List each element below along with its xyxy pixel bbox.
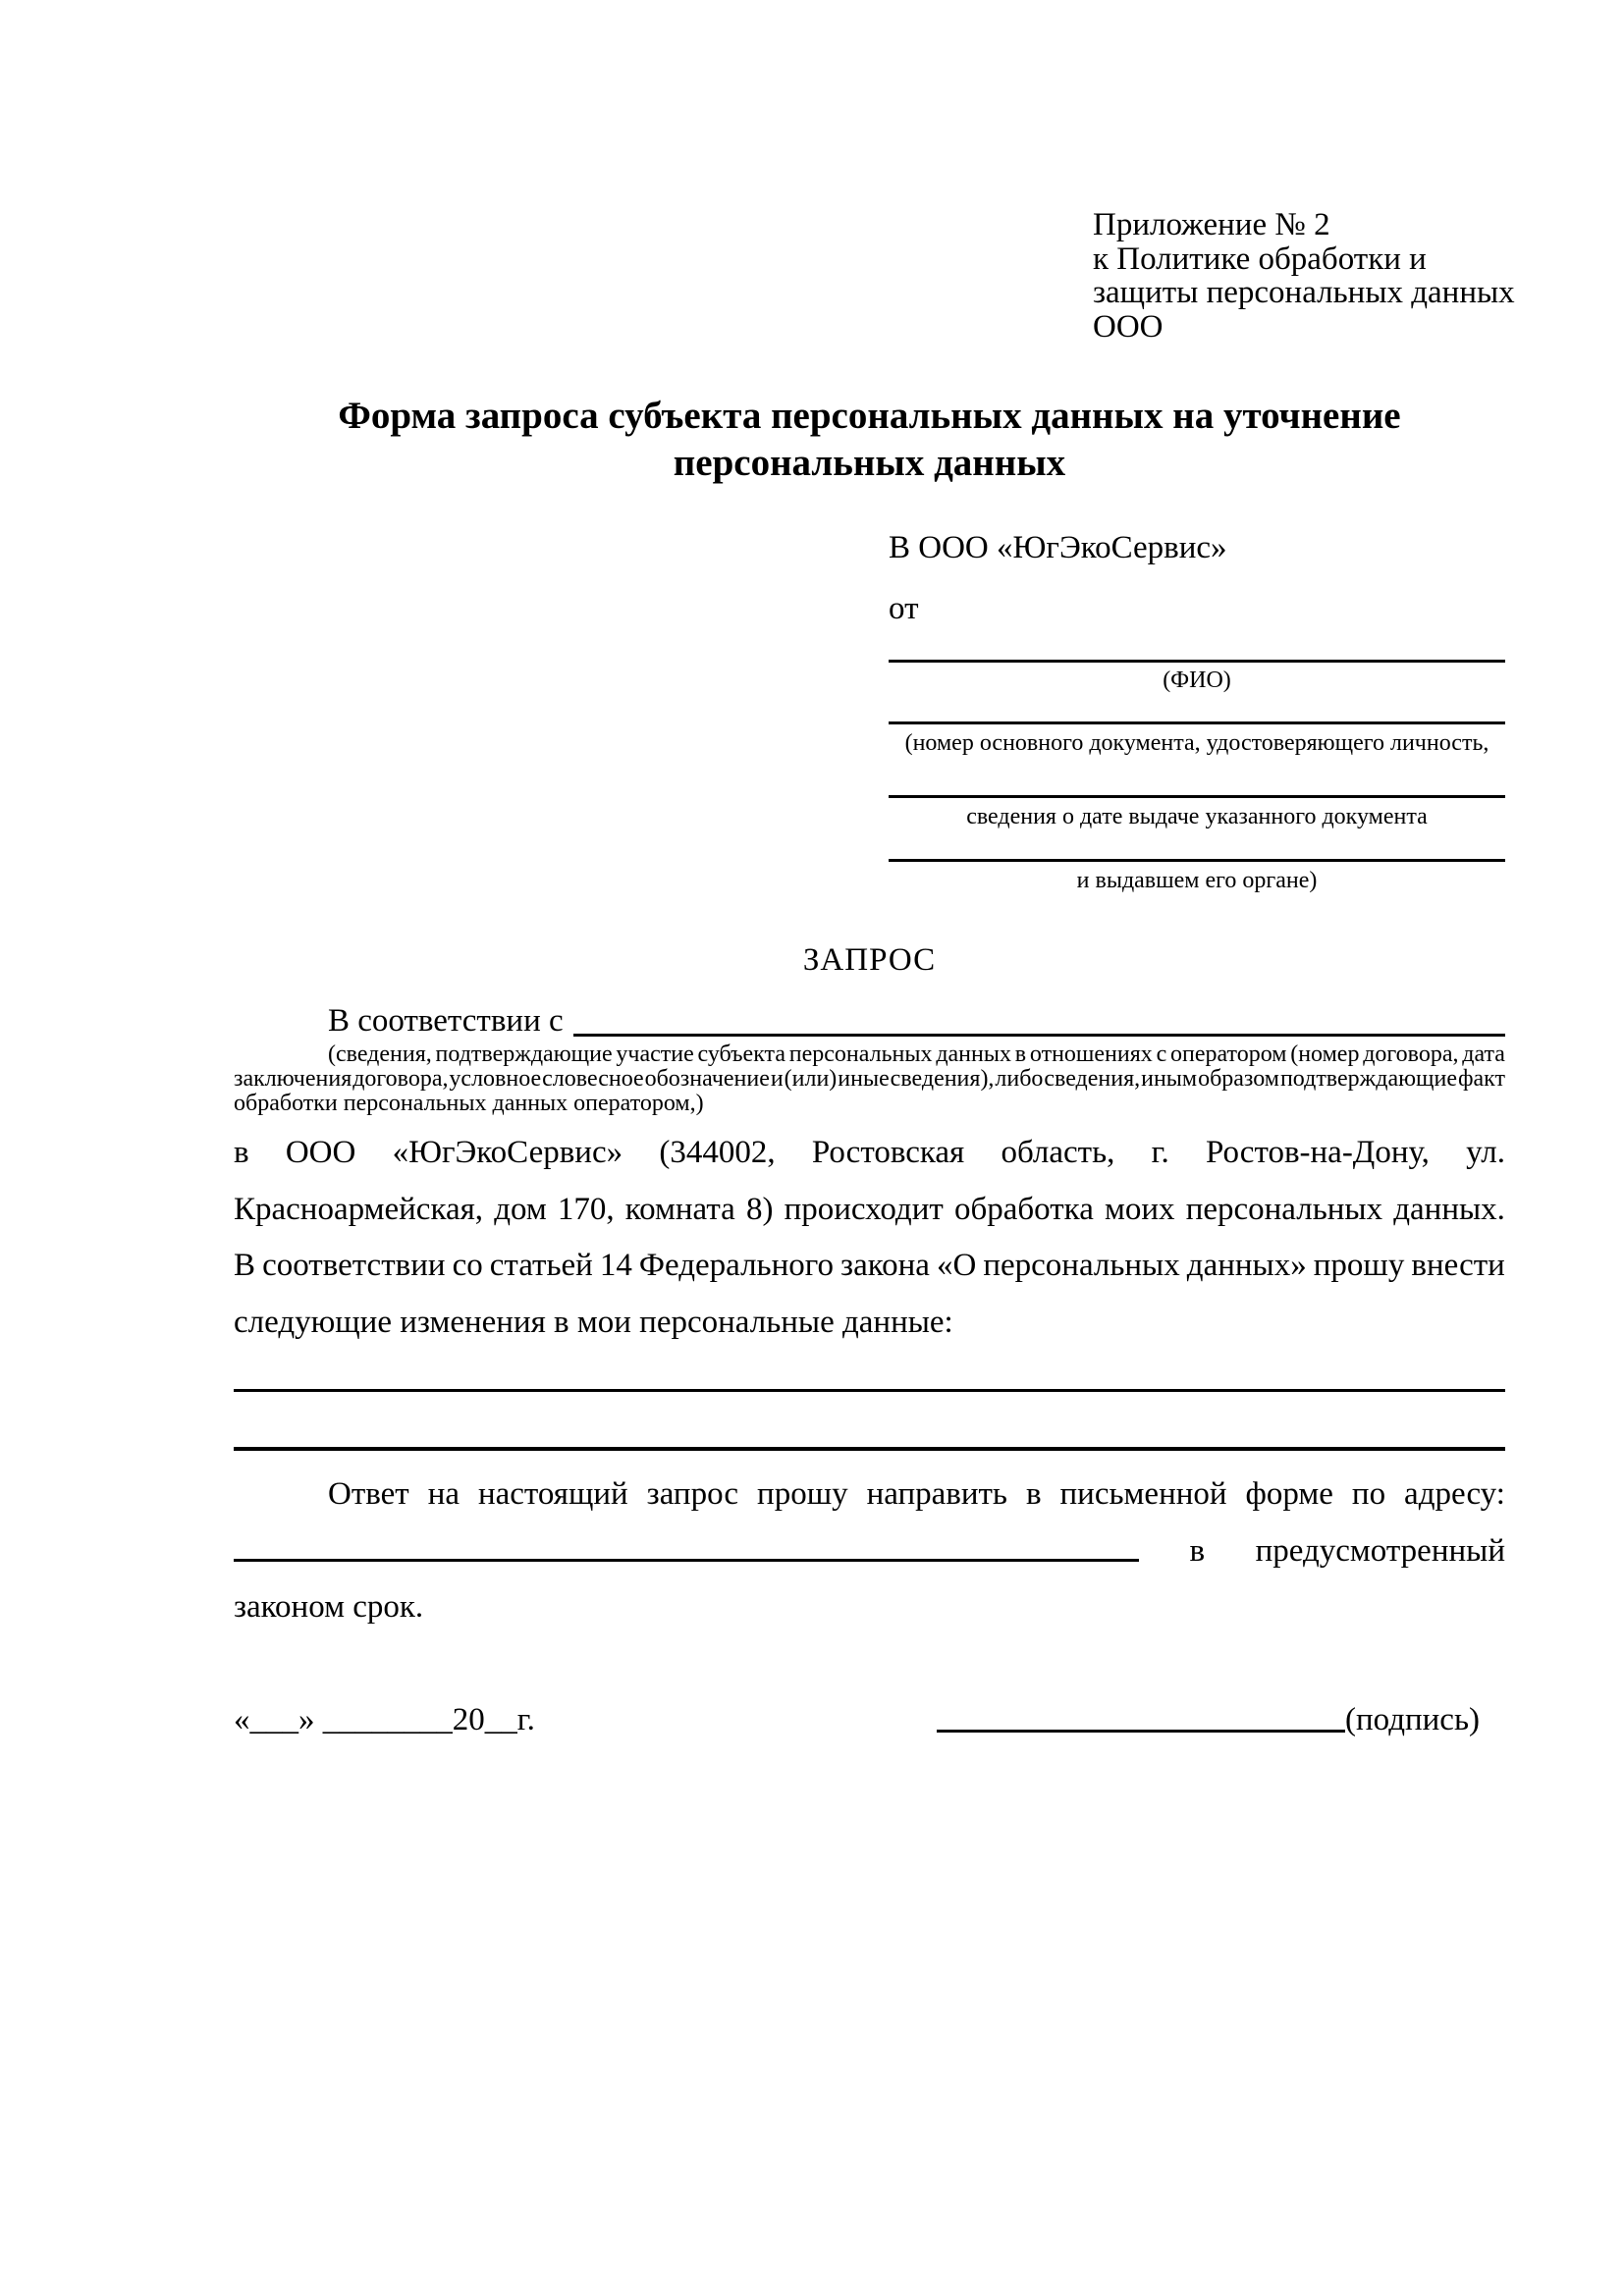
signature-row: [234, 1700, 1505, 1739]
accordance-fill-line: [573, 1001, 1505, 1037]
issuing-authority-fill-line: [889, 859, 1505, 862]
answer-paragraph: [234, 1467, 1505, 1636]
date-field: «___» ________20__г.: [234, 1702, 535, 1737]
answer-line3: законом срок.: [234, 1589, 424, 1625]
body-paragraph: в ООО «ЮгЭкоСервис» (344002, Ростовская область, г. Ростов-на-Дону, ул. Красноармейская, дом 170, комната 8) происходит обработка моих персональных данных. В соответствии со статьей 14 Федерального закона «О персональных данных» прошу внести следующие изменения в мои персональные данные:: [234, 1135, 1505, 1340]
fio-fill-line: [889, 660, 1505, 663]
changes-fill-line-1: [234, 1389, 1505, 1392]
accordance-line: [234, 1001, 1505, 1041]
document-title: Форма запроса субъекта персональных данных на уточнение персональных данных: [338, 395, 1401, 484]
issuing-authority-caption: и выдавшем его органе): [1076, 868, 1318, 893]
appendix-note: Приложение № 2 к Политике обработки и защиты персональных данных ООО: [1093, 207, 1515, 345]
answer-line2: [234, 1523, 1505, 1580]
doc-number-caption: (номер основного документа, удостоверяющего личность,: [904, 730, 1489, 756]
accordance-note: (сведения, подтверждающие участие субъекта персональных данных в отношениях с оператором (номер договора, дата заключения договора, условное словесное обозначение и (или) иные сведения), либо сведения, иным образом подтверждающие факт обработки персональных данных оператором,): [234, 1041, 1505, 1116]
changes-fill-line-2: [234, 1447, 1505, 1451]
answer-line1: Ответ на настоящий запрос прошу направить в письменной форме по адресу:: [328, 1476, 1505, 1512]
answer-word-in: в: [1189, 1532, 1206, 1569]
issue-date-fill-line: [889, 795, 1505, 798]
doc-number-fill-line: [889, 721, 1505, 724]
accordance-lead: В соответствии с: [328, 1003, 564, 1039]
recipient-org: В ООО «ЮгЭкоСервис»: [889, 530, 1227, 565]
fio-caption: (ФИО): [1163, 667, 1231, 693]
issue-date-caption: сведения о дате выдаче указанного документа: [966, 804, 1428, 829]
signature-fill-line: [937, 1730, 1345, 1733]
recipient-from-label: от: [889, 591, 919, 626]
address-fill-line: [234, 1523, 1139, 1562]
signature-group: [937, 1700, 1480, 1739]
signature-caption: (подпись): [1345, 1702, 1480, 1737]
answer-word-stipulated: предусмотренный: [1255, 1532, 1505, 1569]
request-heading: ЗАПРОС: [802, 942, 937, 978]
